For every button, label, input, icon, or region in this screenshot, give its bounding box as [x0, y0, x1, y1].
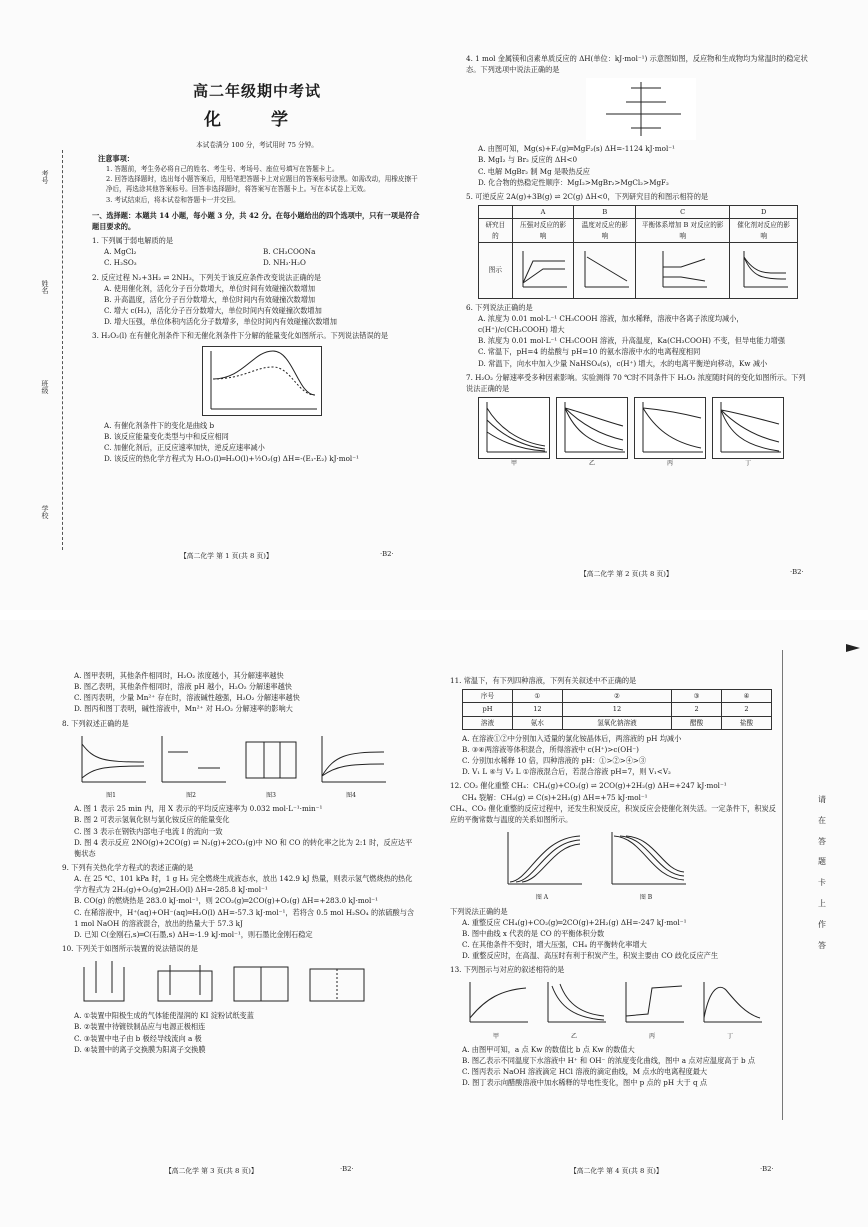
q12-line-2: CH₄、CO₂ 催化重整的反应过程中，还发生积炭反应，积炭反应会使催化剂失活。一定条件下，积炭反应的平衡常数与温度的关系如图所示。: [450, 803, 776, 824]
q12-line-1: CH₄ 裂解：CH₄(g) ⇌ C(s)+2H₂(g) ΔH=+75 kJ·mol⁻¹: [462, 792, 648, 802]
exam-sheet-2: [0, 620, 868, 1227]
q4-option-b: B. MgI₂ 与 Br₂ 反应的 ΔH<0: [478, 155, 578, 165]
table-cell: D: [730, 206, 798, 219]
table-cell: 催化剂对反应的影响: [730, 219, 798, 242]
table-cell: 研究目的: [479, 219, 513, 242]
question-2: 2. 反应过程 N₂+3H₂ ⇌ 2NH₃，下列关于该反应条件改变说法正确的是: [92, 272, 322, 282]
page-1-content: [92, 80, 422, 464]
q7-figure-bing: [634, 397, 706, 468]
q12-option-a: A. 重整反应 CH₄(g)+CO₂(g)═2CO(g)+2H₂(g) ΔH=-247 kJ·mol⁻¹: [462, 917, 687, 927]
notice-item: 2. 回答选择题时，选出每小题答案后，用铅笔把答题卡上对应题目的答案标号涂黑。如需改动，用橡皮擦干净后，再选涂其他答案标号。回答非选择题时，将答案写在答题卡上。写在本试卷上无效。: [106, 175, 418, 194]
q9-option-c: C. 在稀溶液中，H⁺(aq)+OH⁻(aq)═H₂O(l) ΔH=-57.3 kJ·mol⁻¹，若将含 0.5 mol H₂SO₄ 的浓硫酸与含 1 mol NaOH 的溶液混合，放出的热量大于 57.3 kJ: [74, 907, 415, 928]
q12-option-b: B. 图中曲线 x 代表的是 CO 的平衡体积分数: [462, 928, 605, 938]
table-cell: 2: [672, 703, 722, 716]
apparatus-3: [226, 957, 296, 1007]
right-margin-line: [782, 650, 783, 1120]
table-cell: A: [512, 206, 574, 219]
q13-caption: 丙: [648, 1032, 655, 1040]
q4-option-c: C. 电解 MgBr₂ 制 Mg 是吸热反应: [478, 166, 590, 176]
q12-option-d: D. 重整反应时，在高温、高压时有利于积炭产生，积炭主要由 CO 歧化反应产生: [462, 951, 719, 961]
q2-option-c: C. 增大 c(H₂)，活化分子百分数增大，单位时间内有效碰撞次数增加: [104, 306, 322, 316]
q7-figure-jia: [478, 397, 550, 468]
apparatus-4: [302, 957, 372, 1007]
q8-figure-3: [234, 732, 308, 800]
question-10: 10. 下列关于如图所示装置的说法错误的是: [62, 944, 198, 954]
table-cell: 2: [722, 703, 772, 716]
q7-caption: 甲: [510, 460, 517, 467]
q8-figures: [74, 732, 417, 800]
q5-figure-b: [574, 242, 636, 298]
binding-line: [62, 150, 63, 550]
q7-caption: 丁: [744, 460, 751, 467]
q7-option-b: B. 图乙表明，其他条件相同时，溶液 pH 越小，H₂O₂ 分解速率越快: [74, 682, 292, 692]
footer-code-3: ·B2·: [340, 1165, 354, 1173]
q13-caption: 丁: [726, 1032, 733, 1040]
table-cell: 平衡体系增加 B 对反应的影响: [636, 219, 730, 242]
table-cell: pH: [463, 703, 513, 716]
table-cell: 氨水: [512, 716, 562, 729]
q2-option-d: D. 增大压强，单位体积内活化分子数增多，单位时间内有效碰撞次数增加: [104, 317, 337, 327]
footer-page-1: 【高二化学 第 1 页(共 8 页)】: [180, 552, 273, 560]
footer-code-4: ·B2·: [760, 1165, 774, 1173]
table-cell: ③: [672, 690, 722, 703]
q7-figures: [478, 397, 811, 468]
section-heading: 一、选择题：本题共 14 小题，每小题 3 分，共 42 分。在每小题给出的四个选项中，只有一项是符合题目要求的。: [92, 210, 420, 231]
q8-figure-2: [154, 732, 228, 800]
q1-option-d: D. NH₃·H₂O: [263, 258, 306, 268]
footer-page-3: 【高二化学 第 3 页(共 8 页)】: [165, 1167, 258, 1175]
q4-option-d: D. 化合物的热稳定性顺序：MgI₂>MgBr₂>MgCl₂>MgF₂: [478, 177, 669, 187]
q13-caption: 乙: [570, 1032, 577, 1040]
q7-caption: 丙: [666, 460, 673, 467]
page-3-content: [62, 670, 417, 1055]
table-cell: B: [574, 206, 636, 219]
page-4-content: [450, 672, 780, 1089]
q8-figure-4: [314, 732, 388, 800]
margin-char: 上: [818, 898, 826, 908]
table-cell: ①: [512, 690, 562, 703]
margin-char: 答: [818, 940, 826, 950]
q10-option-a: A. ①装置中阳极生成的气体能使湿润的 KI 淀粉试纸变蓝: [74, 1011, 254, 1021]
side-label-school: 学校: [41, 505, 49, 519]
table-row: [463, 716, 772, 729]
margin-char: 作: [818, 919, 826, 929]
table-cell: 氢氧化钠溶液: [562, 716, 671, 729]
margin-char: 答: [818, 836, 826, 846]
apparatus-2: [150, 957, 220, 1007]
side-label-name: 姓名: [41, 280, 49, 294]
q7-caption: 乙: [588, 460, 595, 467]
q5-figure-d: [730, 242, 798, 298]
q12-figure-b: [604, 828, 688, 902]
question-9: 9. 下列有关热化学方程式的表述正确的是: [62, 863, 194, 873]
q3-option-a: A. 有催化剂条件下的变化是曲线 b: [104, 420, 215, 430]
q8-option-b: B. 图 2 可表示氢氧化钡与氯化铵反应的能量变化: [74, 815, 230, 825]
energy-diagram: [202, 346, 322, 416]
q11-table: [462, 689, 772, 730]
q8-option-d: D. 图 4 表示反应 2NO(g)+2CO(g) ⇌ N₂(g)+2CO₂(g)中 NO 和 CO 的转化率之比为 2:1 时，反应达平衡状态: [74, 837, 413, 858]
table-row: [479, 206, 798, 219]
q3-option-d: D. 该反应的热化学方程式为 H₂O₂(l)═H₂O(l)+½O₂(g) ΔH=-(E₁-E₂) kJ·mol⁻¹: [104, 454, 359, 464]
q8-caption: 图4: [346, 791, 356, 799]
q11-option-c: C. 分别加水稀释 10 倍，四种溶液的 pH：①>②>④>③: [462, 756, 647, 766]
question-7: 7. H₂O₂ 分解速率受多种因素影响。实验测得 70 ℃时不同条件下 H₂O₂ 浓度随时间的变化如图所示。下列说法正确的是: [466, 372, 806, 393]
side-label-class: 班级: [41, 380, 49, 394]
table-cell: [479, 206, 513, 219]
margin-char: 题: [818, 857, 826, 867]
q2-option-a: A. 使用催化剂，活化分子百分数增大，单位时间有效碰撞次数增加: [104, 283, 316, 293]
q6-option-a: A. 浓度为 0.01 mol·L⁻¹ CH₃COOH 溶液，加水稀释，溶液中各离子浓度均减小，c(H⁺)/c(CH₃COOH) 增大: [478, 313, 744, 335]
question-8: 8. 下列叙述正确的是: [62, 718, 129, 728]
margin-char: 请: [818, 795, 826, 804]
q6-option-b: B. 浓度为 0.01 mol·L⁻¹ CH₃COOH 溶液，升高温度，Ka(CH₃COOH) 不变，但导电能力增强: [478, 336, 786, 346]
q1-options: [92, 257, 422, 268]
question-4: 4. 1 mol 金属镁和卤素单质反应的 ΔH(单位：kJ·mol⁻¹) 示意图如图，反应物和生成物均为常温时的稳定状态。下列选项中说法正确的是: [466, 54, 808, 75]
table-cell: 12: [512, 703, 562, 716]
q1-option-c: C. H₂SO₃: [104, 258, 137, 268]
q7-figure-ding: [712, 397, 784, 468]
arrow-marker-icon: [846, 644, 860, 652]
q6-option-c: C. 常温下，pH=4 的盐酸与 pH=10 的氨水溶液中水的电离程度相同: [478, 347, 701, 357]
q12-option-c: C. 在其他条件不变时，增大压强，CH₄ 的平衡转化率增大: [462, 939, 647, 949]
exam-subject: 化 学: [204, 110, 310, 131]
q1-options: [92, 246, 422, 257]
notice-item: 3. 考试结束后，将本试卷和答题卡一并交回。: [106, 195, 240, 204]
right-margin-notice: [818, 790, 826, 956]
q7-option-d: D. 图丙和图丁表明，碱性溶液中，Mn²⁺ 对 H₂O₂ 分解速率的影响大: [74, 704, 293, 714]
table-cell: C: [636, 206, 730, 219]
question-11: 11. 常温下，有下列四种溶液，下列有关叙述中不正确的是: [450, 676, 637, 685]
q13-figure-yi: [540, 978, 608, 1040]
q10-option-d: D. ④装置中的离子交换膜为阳离子交换膜: [74, 1044, 206, 1054]
exam-title: 高二年级期中考试: [192, 82, 321, 100]
q5-figure-c: [636, 242, 730, 298]
footer-page-4: 【高二化学 第 4 页(共 8 页)】: [570, 1167, 663, 1175]
q7-figure-yi: [556, 397, 628, 468]
question-1: 1. 下列属于弱电解质的是: [92, 236, 174, 246]
apparatus-1: [74, 957, 144, 1007]
exam-info: 本试卷满分 100 分，考试用时 75 分钟。: [196, 140, 318, 149]
question-12: 12. CO₂ 催化重整 CH₄：CH₄(g)+CO₂(g) ⇌ 2CO(g)+2H₂(g) ΔH=+247 kJ·mol⁻¹: [450, 781, 727, 791]
q8-caption: 图1: [106, 791, 116, 799]
table-cell: 图示: [479, 242, 513, 298]
side-label-exam-number: 考号: [41, 170, 49, 184]
table-row: [479, 219, 798, 242]
q8-figure-1: [74, 732, 148, 800]
footer-code-1: ·B2·: [380, 550, 394, 558]
q1-option-a: A. MgCl₂: [104, 247, 137, 257]
q13-figure-jia: [462, 978, 530, 1040]
q11-option-d: D. V₁ L ④与 V₂ L ①溶液混合后，若混合溶液 pH=7，则 V₁<V₂: [462, 767, 671, 777]
q12-figure-a: [500, 828, 584, 902]
question-5: 5. 可逆反应 2A(g)+3B(g) ⇌ 2C(g) ΔH<0，下列研究目的和图示相符的是: [466, 191, 709, 201]
q13-caption: 甲: [492, 1032, 499, 1040]
table-cell: 醋酸: [672, 716, 722, 729]
table-row: [463, 703, 772, 716]
table-cell: 序号: [463, 690, 513, 703]
q2-option-b: B. 升高温度，活化分子百分数增大，单位时间内有效碰撞次数增加: [104, 294, 316, 304]
q8-option-a: A. 图 1 表示 25 min 内，用 X 表示的平均反应速率为 0.032 mol·L⁻¹·min⁻¹: [74, 804, 323, 814]
q9-option-a: A. 在 25 ℃、101 kPa 时，1 g H₂ 完全燃烧生成液态水，放出 142.9 kJ 热量，则表示氢气燃烧热的热化学方程式为 2H₂(g)+O₂(g)═2H₂O(l) ΔH=-285.8 kJ·mol⁻¹: [74, 874, 413, 895]
q12-caption: 图 B: [639, 894, 653, 902]
q13-option-b: B. 图乙表示不同温度下水溶液中 H⁺ 和 OH⁻ 的浓度变化曲线，图中 a 点对应温度高于 b 点: [462, 1056, 756, 1066]
table-cell: 12: [562, 703, 671, 716]
enthalpy-diagram: [586, 78, 696, 140]
q10-figures: [74, 957, 417, 1007]
q11-option-b: B. ③④两溶液等体积混合，所得溶液中 c(H⁺)>c(OH⁻): [462, 744, 639, 754]
margin-char: 在: [818, 815, 826, 825]
table-cell: ④: [722, 690, 772, 703]
table-cell: 溶液: [463, 716, 513, 729]
q6-option-d: D. 常温下，向水中加入少量 NaHSO₄(s)，c(H⁺) 增大，水的电离平衡逆向移动，Kw 减小: [478, 358, 768, 368]
notice-title: 注意事项：: [98, 153, 134, 163]
table-cell: 压强对反应的影响: [512, 219, 574, 242]
margin-char: 卡: [818, 878, 826, 888]
table-row: [479, 242, 798, 298]
page-2-content: [466, 50, 811, 471]
q13-figure-bing: [618, 978, 686, 1040]
q13-option-d: D. 图丁表示向醋酸溶液中加水稀释的导电性变化，图中 p 点的 pH 大于 q 点: [462, 1078, 708, 1088]
q12-figures: [500, 828, 780, 902]
q4-option-a: A. 由图可知，Mg(s)+F₂(g)═MgF₂(s) ΔH=-1124 kJ·mol⁻¹: [478, 144, 675, 154]
table-row: [463, 690, 772, 703]
table-cell: 温度对反应的影响: [574, 219, 636, 242]
q8-option-c: C. 图 3 表示在钢铁内部电子电流 I 的流向一致: [74, 826, 223, 836]
q5-table: [478, 205, 798, 299]
question-3: 3. H₂O₂(l) 在有催化剂条件下和无催化剂条件下分解的能量变化如图所示。下列说法错误的是: [92, 331, 389, 341]
table-cell: ②: [562, 690, 671, 703]
question-13: 13. 下列图示与对应的叙述相符的是: [450, 965, 565, 975]
q3-option-b: B. 该反应能量变化类型与中和反应相同: [104, 431, 229, 441]
question-6: 6. 下列说法正确的是: [466, 302, 533, 312]
q1-option-b: B. CH₃COONa: [263, 247, 316, 257]
notice-item: 1. 答题前，考生务必将自己的姓名、考生号、考场号、座位号填写在答题卡上。: [106, 164, 339, 173]
footer-page-2: 【高二化学 第 2 页(共 8 页)】: [580, 570, 673, 578]
q12-caption: 图 A: [535, 894, 549, 902]
q7-option-a: A. 图甲表明，其他条件相同时，H₂O₂ 浓度越小，其分解速率越快: [74, 671, 284, 680]
q10-option-b: B. ②装置中待镀铁制品应与电源正极相连: [74, 1022, 206, 1032]
q12-prompt: 下列说法正确的是: [450, 906, 508, 916]
q7-option-c: C. 图丙表明，少量 Mn²⁺ 存在时，溶液碱性越强，H₂O₂ 分解速率越快: [74, 693, 300, 703]
q8-caption: 图3: [266, 791, 276, 799]
q3-option-c: C. 加催化剂后，正反应速率加快，逆反应速率减小: [104, 442, 265, 452]
q9-option-d: D. 已知 C(金刚石,s)═C(石墨,s) ΔH=-1.9 kJ·mol⁻¹，则石墨比金刚石稳定: [74, 929, 313, 939]
q9-option-b: B. CO(g) 的燃烧热是 283.0 kJ·mol⁻¹，则 2CO₂(g)═2CO(g)+O₂(g) ΔH=+283.0 kJ·mol⁻¹: [74, 896, 378, 906]
table-cell: 盐酸: [722, 716, 772, 729]
q13-figures: [462, 978, 780, 1040]
q5-figure-a: [512, 242, 574, 298]
q13-option-c: C. 图丙表示 NaOH 溶液滴定 HCl 溶液的滴定曲线，M 点水的电离程度最大: [462, 1067, 708, 1077]
exam-sheet-1: [0, 0, 868, 610]
q10-option-c: C. ③装置中电子由 b 极经导线流向 a 极: [74, 1033, 202, 1043]
enthalpy-levels-figure: [586, 78, 696, 140]
q11-option-a: A. 在溶液①②中分别加入适量的氯化铵晶体后，两溶液的 pH 均减小: [462, 733, 682, 743]
q13-figure-ding: [696, 978, 764, 1040]
energy-curve-figure: [203, 347, 321, 415]
q8-caption: 图2: [186, 791, 196, 799]
footer-code-2: ·B2·: [790, 568, 804, 576]
q13-option-a: A. 由图甲可知，a 点 Kw 的数值比 b 点 Kw 的数值大: [462, 1044, 635, 1054]
